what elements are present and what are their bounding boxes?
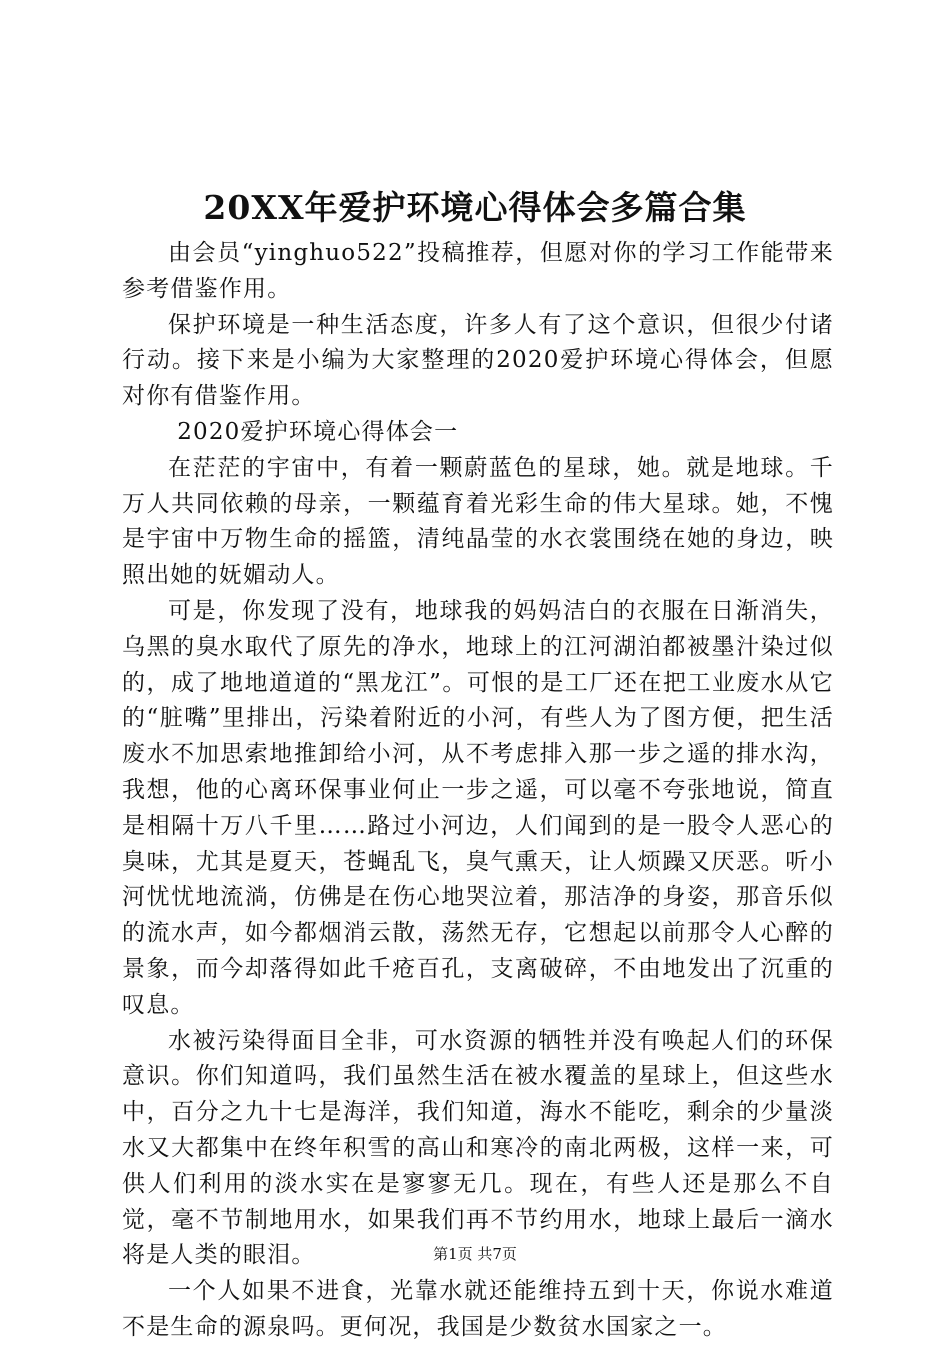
page-number: 第1页 共7页 xyxy=(433,1245,517,1263)
body-paragraph: 可是，你发现了没有，地球我的妈妈洁白的衣服在日渐消失，乌黑的臭水取代了原先的净水，地球上的江河湖泊都被墨汁染过似的，成了地地道道的“黑龙江”。可恨的是工厂还在把工业废水从它的“脏嘴”里排出，污染着附近的小河，有些人为了图方便，把生活废水不加思索地推卸给小河，从不考虑排入那一步之遥的排水沟，我想，他的心离环保事业何止一步之遥，可以毫不夸张地说，简直是相隔十万八千里……路过小河边，人们闻到的是一股令人恶心的臭味，尤其是夏天，苍蝇乱飞，臭气熏天，让人烦躁又厌恶。听小河忧忧地流淌，仿佛是在伤心地哭泣着，那洁净的身姿，那音乐似的流水声，如今都烟消云散，荡然无存，它想起以前那令人心醉的景象，而今却落得如此千疮百孔，支离破碎，不由地发出了沉重的叹息。 xyxy=(122,597,834,1018)
preface-paragraph: 保护环境是一种生活态度，许多人有了这个意识，但很少付诸行动。接下来是小编为大家整理的2020爱护环境心得体会，但愿对你有借鉴作用。 xyxy=(122,311,834,410)
section-heading: 2020爱护环境心得体会一 xyxy=(177,418,459,445)
body-paragraph: 水被污染得面目全非，可水资源的牺牲并没有唤起人们的环保意识。你们知道吗，我们虽然生活在被水覆盖的星球上，但这些水中，百分之九十七是海洋，我们知道，海水不能吃，剩余的少量淡水又大都集中在终年积雪的高山和寒冷的南北两极，这样一来，可供人们利用的淡水实在是寥寥无几。现在，有些人还是那么不自觉，毫不节制地用水，如果我们再不节约用水，地球上最后一滴水将是人类的眼泪。 xyxy=(122,1027,834,1269)
body-paragraph: 一个人如果不进食，光靠水就还能维持五到十天，你说水难道不是生命的源泉吗。更何况，我国是少数贫水国家之一。 xyxy=(122,1278,834,1340)
intro-paragraph: 由会员“yinghuo522”投稿推荐，但愿对你的学习工作能带来参考借鉴作用。 xyxy=(122,240,834,302)
document-body xyxy=(122,236,834,1346)
body-paragraph: 在茫茫的宇宙中，有着一颗蔚蓝色的星球，她。就是地球。千万人共同依赖的母亲，一颗蕴育着光彩生命的伟大星球。她，不愧是宇宙中万物生命的摇篮，清纯晶莹的水衣裳围绕在她的身边，映照出她的妩媚动人。 xyxy=(122,454,834,589)
document-title: 20XX年爱护环境心得体会多篇合集 xyxy=(203,188,747,227)
